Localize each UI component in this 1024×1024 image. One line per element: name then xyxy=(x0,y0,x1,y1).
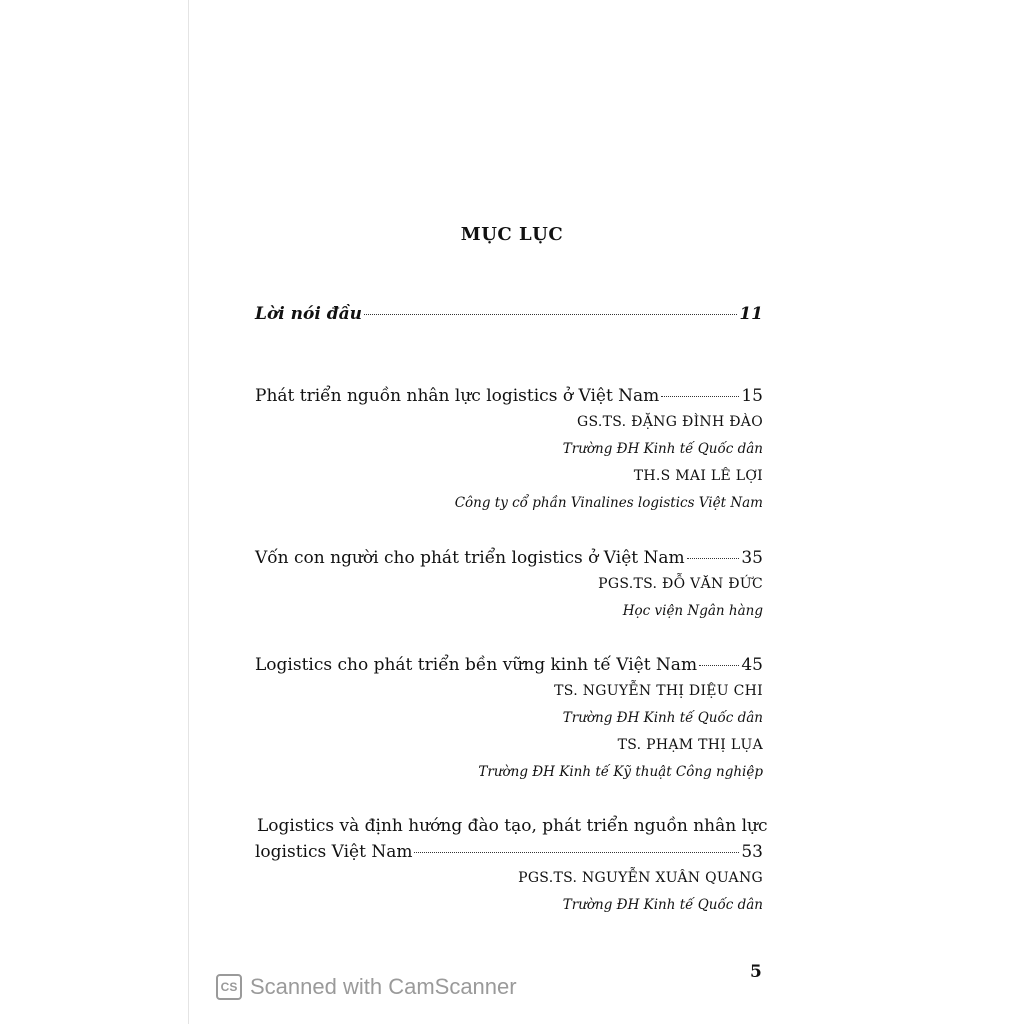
toc-leader-dots xyxy=(699,664,739,666)
toc-entry-1 xyxy=(255,386,763,406)
author-institution: Trường ĐH Kinh tế Quốc dân xyxy=(562,441,763,457)
toc-entry-4 xyxy=(255,842,763,862)
toc-leader-dots xyxy=(364,313,737,315)
toc-entry-page: 15 xyxy=(741,386,763,406)
toc-entry-title: logistics Việt Nam xyxy=(255,842,413,862)
toc-entry-3 xyxy=(255,655,763,675)
author-institution: Học viện Ngân hàng xyxy=(622,603,763,619)
camscanner-logo-icon: CS xyxy=(216,974,242,1000)
toc-entry-title: Vốn con người cho phát triển logistics ở Việt Nam xyxy=(255,548,685,568)
author-name: GS.TS. ĐẶNG ĐÌNH ĐÀO xyxy=(577,414,763,430)
author-institution: Trường ĐH Kinh tế Kỹ thuật Công nghiệp xyxy=(478,764,763,780)
author-institution: Công ty cổ phần Vinalines logistics Việt Nam xyxy=(454,495,763,511)
watermark-text: Scanned with CamScanner xyxy=(250,974,517,999)
author-name: TS. NGUYỄN THỊ DIỆU CHI xyxy=(554,683,763,699)
toc-entry-2 xyxy=(255,548,763,568)
toc-entry-title: Lời nói đầu xyxy=(255,304,363,324)
toc-leader-dots xyxy=(414,851,739,853)
author-institution: Trường ĐH Kinh tế Quốc dân xyxy=(562,897,763,913)
author-name: TH.S MAI LÊ LỢI xyxy=(633,468,763,484)
author-name: PGS.TS. ĐỖ VĂN ĐỨC xyxy=(598,576,763,592)
toc-leader-dots xyxy=(661,395,739,397)
toc-entry-page: 11 xyxy=(739,304,763,324)
toc-entry-4-title-line1: Logistics và định hướng đào tạo, phát triển nguồn nhân lực xyxy=(257,816,768,836)
camscanner-watermark xyxy=(216,974,517,1000)
page-title: MỤC LỤC xyxy=(460,224,564,245)
author-name: TS. PHẠM THỊ LỤA xyxy=(617,737,763,753)
toc-entry-title: Phát triển nguồn nhân lực logistics ở Việt Nam xyxy=(255,386,660,406)
toc-entry-page: 35 xyxy=(741,548,763,568)
toc-entry-page: 45 xyxy=(741,655,763,675)
toc-entry-title: Logistics cho phát triển bền vững kinh tế Việt Nam xyxy=(255,655,698,675)
page-number: 5 xyxy=(750,962,762,982)
page-edge-shadow xyxy=(188,0,189,1024)
toc-entry-page: 53 xyxy=(741,842,763,862)
author-name: PGS.TS. NGUYỄN XUÂN QUANG xyxy=(518,870,763,886)
toc-leader-dots xyxy=(687,557,740,559)
toc-entry-intro xyxy=(255,304,763,324)
author-institution: Trường ĐH Kinh tế Quốc dân xyxy=(562,710,763,726)
